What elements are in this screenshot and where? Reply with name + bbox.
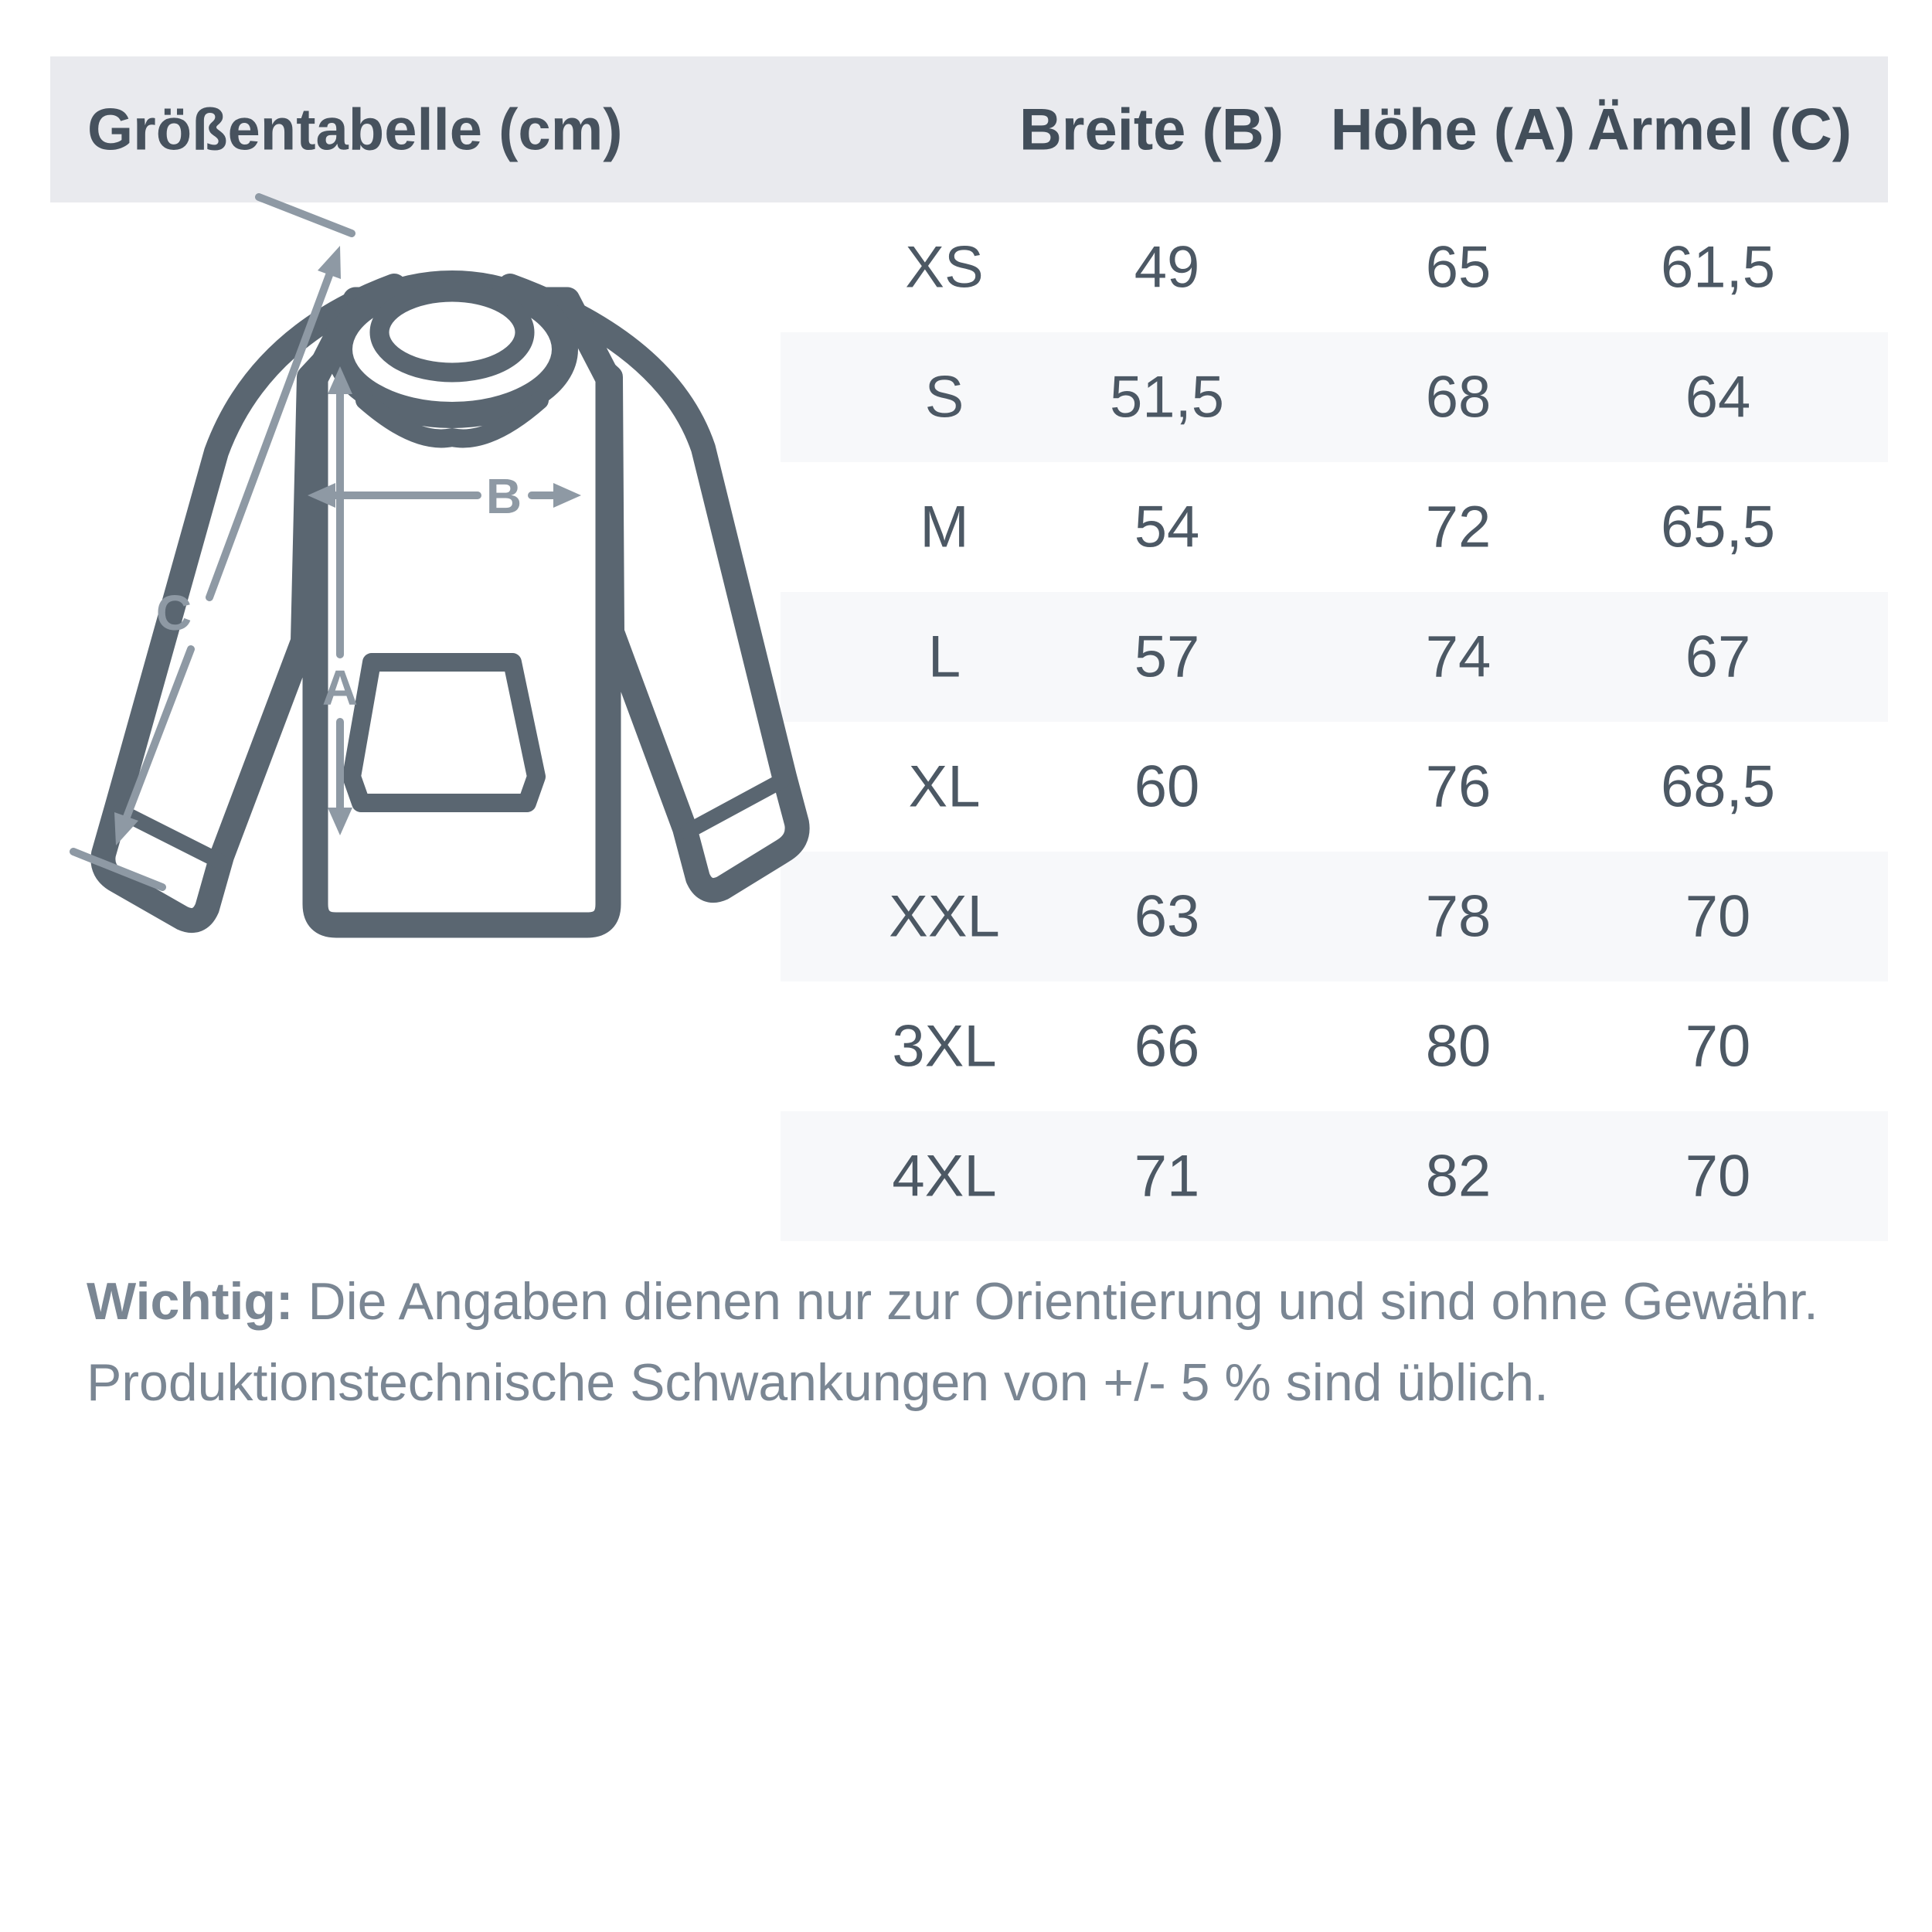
size-cell: XS [905,234,984,301]
measure-a-label: A [321,660,359,716]
hood-opening-outline [379,292,525,372]
aermel-cell: 65,5 [1661,494,1775,560]
size-cell: XL [908,753,981,820]
aermel-cell: 68,5 [1661,753,1775,820]
size-cell: 4XL [892,1143,997,1209]
aermel-cell: 61,5 [1661,234,1775,301]
aermel-cell: 67 [1685,624,1751,690]
size-cell: M [920,494,969,560]
measure-c-top-tick [259,197,352,233]
hoehe-cell: 68 [1425,364,1492,430]
breite-cell: 71 [1134,1143,1200,1209]
breite-cell: 49 [1134,234,1200,301]
column-header-aermel: Ärmel (C) [1587,97,1852,162]
disclaimer-line-1-text: Die Angaben dienen nur zur Orientierung und sind ohne Gewähr. [308,1272,1818,1331]
size-table [781,202,1888,1241]
size-cell: 3XL [892,1013,997,1080]
disclaimer-line-2: Produktionstechnische Schwankungen von +/- 5 % sind üblich. [87,1353,1549,1412]
measure-c-arrowhead-top [318,246,341,279]
table-row [781,332,1888,462]
breite-cell: 54 [1134,494,1200,560]
table-row [781,202,1888,332]
page-title: Größentabelle (cm) [87,97,623,162]
size-cell: L [927,624,961,690]
table-row [781,852,1888,981]
size-cell: XXL [889,883,1000,950]
aermel-cell: 70 [1685,1143,1751,1209]
hoehe-cell: 80 [1425,1013,1492,1080]
column-header-hoehe: Höhe (A) [1330,97,1576,162]
table-row [781,592,1888,722]
breite-cell: 51,5 [1110,364,1224,430]
breite-cell: 60 [1134,753,1200,820]
disclaimer-line-1 [87,1261,1910,1342]
pocket-outline [352,662,536,803]
table-header [50,56,1888,202]
aermel-cell: 64 [1685,364,1751,430]
table-row [781,981,1888,1111]
table-row [781,1111,1888,1241]
table-row [781,722,1888,852]
hoodie-diagram-icon [31,193,811,974]
breite-cell: 66 [1134,1013,1200,1080]
hoehe-cell: 78 [1425,883,1492,950]
hoehe-cell: 74 [1425,624,1492,690]
disclaimer [87,1261,1910,1423]
size-cell: S [924,364,964,430]
breite-cell: 63 [1134,883,1200,950]
aermel-cell: 70 [1685,883,1751,950]
column-header-breite: Breite (B) [1019,97,1284,162]
measure-b-label: B [485,468,522,524]
hoehe-cell: 65 [1425,234,1492,301]
breite-cell: 57 [1134,624,1200,690]
table-row [781,462,1888,592]
hoehe-cell: 76 [1425,753,1492,820]
hoehe-cell: 72 [1425,494,1492,560]
disclaimer-wichtig: Wichtig: [87,1272,294,1331]
hoehe-cell: 82 [1425,1143,1492,1209]
aermel-cell: 70 [1685,1013,1751,1080]
measure-c-label: C [155,585,192,641]
